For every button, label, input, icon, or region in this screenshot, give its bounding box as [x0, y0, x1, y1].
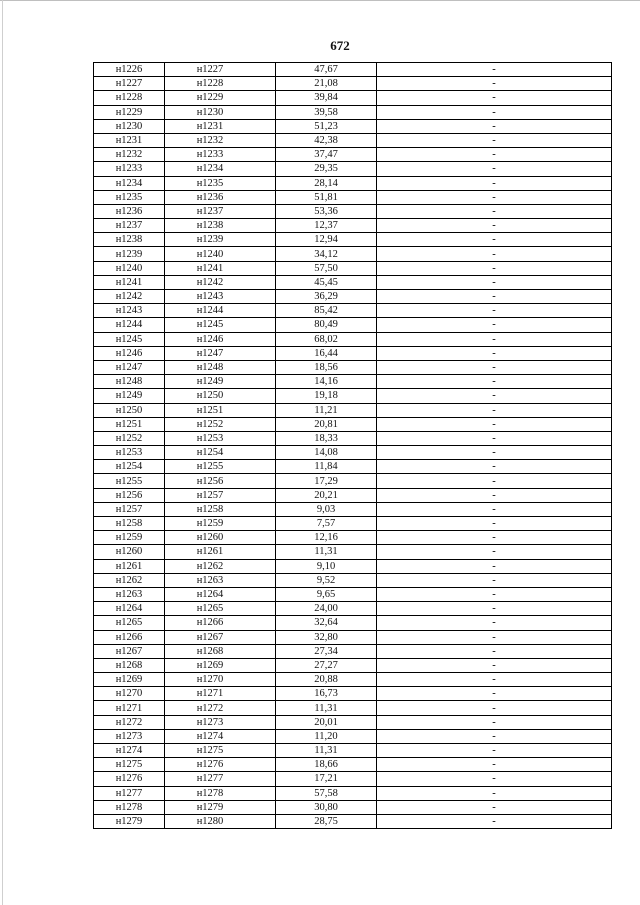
point-to-cell: н1234	[165, 162, 276, 176]
note-cell: -	[377, 758, 612, 772]
table-row	[94, 275, 612, 289]
point-to-cell: н1264	[165, 587, 276, 601]
note-cell: -	[377, 729, 612, 743]
table-row	[94, 744, 612, 758]
note-cell: -	[377, 417, 612, 431]
table-row	[94, 403, 612, 417]
point-to-cell: н1247	[165, 346, 276, 360]
distance-cell: 16,44	[276, 346, 377, 360]
point-to-cell: н1277	[165, 772, 276, 786]
point-from-cell: н1262	[94, 573, 165, 587]
point-to-cell: н1235	[165, 176, 276, 190]
point-from-cell: н1242	[94, 290, 165, 304]
point-to-cell: н1272	[165, 701, 276, 715]
point-from-cell: н1236	[94, 204, 165, 218]
distance-cell: 27,34	[276, 644, 377, 658]
distance-cell: 12,94	[276, 233, 377, 247]
point-from-cell: н1255	[94, 474, 165, 488]
point-from-cell: н1253	[94, 446, 165, 460]
point-from-cell: н1269	[94, 673, 165, 687]
note-cell: -	[377, 573, 612, 587]
table-row	[94, 446, 612, 460]
note-cell: -	[377, 744, 612, 758]
point-from-cell: н1228	[94, 91, 165, 105]
note-cell: -	[377, 162, 612, 176]
point-to-cell: н1278	[165, 786, 276, 800]
point-to-cell: н1250	[165, 389, 276, 403]
table-row	[94, 332, 612, 346]
distance-cell: 27,27	[276, 658, 377, 672]
point-to-cell: н1248	[165, 360, 276, 374]
table-row	[94, 105, 612, 119]
table-row	[94, 219, 612, 233]
note-cell: -	[377, 190, 612, 204]
note-cell: -	[377, 658, 612, 672]
point-from-cell: н1229	[94, 105, 165, 119]
distance-cell: 20,21	[276, 488, 377, 502]
distance-cell: 51,23	[276, 119, 377, 133]
distance-cell: 17,21	[276, 772, 377, 786]
table-row	[94, 772, 612, 786]
point-to-cell: н1229	[165, 91, 276, 105]
page-number: 672	[330, 38, 350, 53]
point-to-cell: н1271	[165, 687, 276, 701]
note-cell: -	[377, 715, 612, 729]
point-from-cell: н1277	[94, 786, 165, 800]
point-from-cell: н1279	[94, 814, 165, 828]
point-to-cell: н1256	[165, 474, 276, 488]
table-row	[94, 261, 612, 275]
distance-cell: 11,84	[276, 460, 377, 474]
distance-cell: 29,35	[276, 162, 377, 176]
table-row	[94, 502, 612, 516]
point-from-cell: н1271	[94, 701, 165, 715]
point-from-cell: н1226	[94, 63, 165, 77]
point-from-cell: н1231	[94, 133, 165, 147]
table-row	[94, 616, 612, 630]
note-cell: -	[377, 119, 612, 133]
note-cell: -	[377, 474, 612, 488]
point-from-cell: н1230	[94, 119, 165, 133]
distance-cell: 57,50	[276, 261, 377, 275]
note-cell: -	[377, 431, 612, 445]
point-to-cell: н1265	[165, 602, 276, 616]
table-row	[94, 346, 612, 360]
point-to-cell: н1275	[165, 744, 276, 758]
table-row	[94, 389, 612, 403]
point-from-cell: н1240	[94, 261, 165, 275]
note-cell: -	[377, 375, 612, 389]
table-row	[94, 559, 612, 573]
point-from-cell: н1233	[94, 162, 165, 176]
distance-cell: 51,81	[276, 190, 377, 204]
point-to-cell: н1261	[165, 545, 276, 559]
note-cell: -	[377, 290, 612, 304]
table-row	[94, 190, 612, 204]
distance-cell: 80,49	[276, 318, 377, 332]
point-to-cell: н1233	[165, 148, 276, 162]
point-from-cell: н1260	[94, 545, 165, 559]
point-to-cell: н1253	[165, 431, 276, 445]
table-row	[94, 517, 612, 531]
distance-cell: 17,29	[276, 474, 377, 488]
table-row	[94, 786, 612, 800]
point-from-cell: н1275	[94, 758, 165, 772]
note-cell: -	[377, 545, 612, 559]
point-to-cell: н1244	[165, 304, 276, 318]
distance-cell: 14,08	[276, 446, 377, 460]
point-to-cell: н1255	[165, 460, 276, 474]
point-from-cell: н1238	[94, 233, 165, 247]
table-row	[94, 673, 612, 687]
point-to-cell: н1230	[165, 105, 276, 119]
note-cell: -	[377, 247, 612, 261]
point-from-cell: н1276	[94, 772, 165, 786]
table-row	[94, 644, 612, 658]
table-row	[94, 417, 612, 431]
note-cell: -	[377, 488, 612, 502]
point-to-cell: н1238	[165, 219, 276, 233]
note-cell: -	[377, 77, 612, 91]
table-row	[94, 602, 612, 616]
point-to-cell: н1274	[165, 729, 276, 743]
point-from-cell: н1244	[94, 318, 165, 332]
table-row	[94, 162, 612, 176]
table-body	[94, 63, 612, 829]
point-to-cell: н1251	[165, 403, 276, 417]
point-to-cell: н1270	[165, 673, 276, 687]
table-row	[94, 91, 612, 105]
point-from-cell: н1261	[94, 559, 165, 573]
distance-cell: 18,56	[276, 360, 377, 374]
note-cell: -	[377, 261, 612, 275]
note-cell: -	[377, 318, 612, 332]
point-from-cell: н1265	[94, 616, 165, 630]
note-cell: -	[377, 602, 612, 616]
note-cell: -	[377, 800, 612, 814]
distance-cell: 20,81	[276, 417, 377, 431]
boundary-points-table	[93, 62, 612, 829]
table-row	[94, 687, 612, 701]
point-to-cell: н1228	[165, 77, 276, 91]
distance-cell: 14,16	[276, 375, 377, 389]
distance-cell: 12,16	[276, 531, 377, 545]
distance-cell: 39,84	[276, 91, 377, 105]
note-cell: -	[377, 630, 612, 644]
note-cell: -	[377, 616, 612, 630]
table-row	[94, 204, 612, 218]
distance-cell: 11,21	[276, 403, 377, 417]
table-row	[94, 360, 612, 374]
table-row	[94, 290, 612, 304]
point-to-cell: н1273	[165, 715, 276, 729]
distance-cell: 57,58	[276, 786, 377, 800]
table-row	[94, 63, 612, 77]
point-to-cell: н1242	[165, 275, 276, 289]
point-from-cell: н1232	[94, 148, 165, 162]
table-row	[94, 729, 612, 743]
table-row	[94, 814, 612, 828]
point-to-cell: н1267	[165, 630, 276, 644]
table-row	[94, 488, 612, 502]
point-to-cell: н1227	[165, 63, 276, 77]
distance-cell: 19,18	[276, 389, 377, 403]
table-row	[94, 715, 612, 729]
point-to-cell: н1263	[165, 573, 276, 587]
note-cell: -	[377, 502, 612, 516]
note-cell: -	[377, 446, 612, 460]
distance-cell: 32,80	[276, 630, 377, 644]
point-from-cell: н1237	[94, 219, 165, 233]
distance-cell: 39,58	[276, 105, 377, 119]
table-row	[94, 77, 612, 91]
distance-cell: 18,33	[276, 431, 377, 445]
page-border-top	[0, 0, 640, 1]
point-from-cell: н1235	[94, 190, 165, 204]
distance-cell: 12,37	[276, 219, 377, 233]
point-from-cell: н1258	[94, 517, 165, 531]
table-row	[94, 133, 612, 147]
distance-cell: 11,31	[276, 545, 377, 559]
table-row	[94, 800, 612, 814]
note-cell: -	[377, 814, 612, 828]
point-from-cell: н1245	[94, 332, 165, 346]
distance-cell: 36,29	[276, 290, 377, 304]
table-row	[94, 176, 612, 190]
distance-cell: 28,75	[276, 814, 377, 828]
note-cell: -	[377, 176, 612, 190]
distance-cell: 68,02	[276, 332, 377, 346]
point-to-cell: н1245	[165, 318, 276, 332]
note-cell: -	[377, 332, 612, 346]
distance-cell: 16,73	[276, 687, 377, 701]
table-row	[94, 758, 612, 772]
note-cell: -	[377, 63, 612, 77]
point-from-cell: н1252	[94, 431, 165, 445]
note-cell: -	[377, 772, 612, 786]
distance-cell: 32,64	[276, 616, 377, 630]
distance-cell: 20,88	[276, 673, 377, 687]
point-from-cell: н1263	[94, 587, 165, 601]
table-row	[94, 531, 612, 545]
note-cell: -	[377, 644, 612, 658]
point-from-cell: н1234	[94, 176, 165, 190]
note-cell: -	[377, 559, 612, 573]
point-from-cell: н1274	[94, 744, 165, 758]
note-cell: -	[377, 403, 612, 417]
distance-cell: 85,42	[276, 304, 377, 318]
distance-cell: 11,31	[276, 744, 377, 758]
distance-cell: 34,12	[276, 247, 377, 261]
distance-cell: 7,57	[276, 517, 377, 531]
point-from-cell: н1272	[94, 715, 165, 729]
point-to-cell: н1231	[165, 119, 276, 133]
distance-cell: 18,66	[276, 758, 377, 772]
table-row	[94, 701, 612, 715]
distance-cell: 30,80	[276, 800, 377, 814]
point-to-cell: н1262	[165, 559, 276, 573]
point-from-cell: н1241	[94, 275, 165, 289]
distance-cell: 47,67	[276, 63, 377, 77]
table-row	[94, 318, 612, 332]
table-row	[94, 630, 612, 644]
point-from-cell: н1246	[94, 346, 165, 360]
distance-cell: 9,03	[276, 502, 377, 516]
note-cell: -	[377, 517, 612, 531]
table-row	[94, 431, 612, 445]
distance-cell: 53,36	[276, 204, 377, 218]
point-to-cell: н1232	[165, 133, 276, 147]
point-from-cell: н1254	[94, 460, 165, 474]
point-from-cell: н1268	[94, 658, 165, 672]
point-from-cell: н1251	[94, 417, 165, 431]
point-to-cell: н1249	[165, 375, 276, 389]
distance-cell: 11,31	[276, 701, 377, 715]
table-row	[94, 247, 612, 261]
distance-cell: 21,08	[276, 77, 377, 91]
note-cell: -	[377, 687, 612, 701]
point-from-cell: н1248	[94, 375, 165, 389]
point-from-cell: н1227	[94, 77, 165, 91]
point-from-cell: н1273	[94, 729, 165, 743]
point-from-cell: н1259	[94, 531, 165, 545]
distance-cell: 42,38	[276, 133, 377, 147]
point-from-cell: н1250	[94, 403, 165, 417]
note-cell: -	[377, 219, 612, 233]
note-cell: -	[377, 148, 612, 162]
point-to-cell: н1266	[165, 616, 276, 630]
point-to-cell: н1259	[165, 517, 276, 531]
distance-cell: 28,14	[276, 176, 377, 190]
note-cell: -	[377, 360, 612, 374]
distance-cell: 20,01	[276, 715, 377, 729]
point-to-cell: н1260	[165, 531, 276, 545]
point-to-cell: н1246	[165, 332, 276, 346]
table-row	[94, 375, 612, 389]
note-cell: -	[377, 587, 612, 601]
point-from-cell: н1278	[94, 800, 165, 814]
point-to-cell: н1236	[165, 190, 276, 204]
point-to-cell: н1252	[165, 417, 276, 431]
distance-cell: 9,10	[276, 559, 377, 573]
distance-cell: 24,00	[276, 602, 377, 616]
point-to-cell: н1240	[165, 247, 276, 261]
table-row	[94, 148, 612, 162]
distance-cell: 11,20	[276, 729, 377, 743]
note-cell: -	[377, 460, 612, 474]
note-cell: -	[377, 275, 612, 289]
note-cell: -	[377, 786, 612, 800]
point-to-cell: н1280	[165, 814, 276, 828]
table-row	[94, 545, 612, 559]
point-to-cell: н1239	[165, 233, 276, 247]
point-from-cell: н1257	[94, 502, 165, 516]
table-row	[94, 658, 612, 672]
point-to-cell: н1254	[165, 446, 276, 460]
table-row	[94, 587, 612, 601]
point-to-cell: н1241	[165, 261, 276, 275]
note-cell: -	[377, 133, 612, 147]
note-cell: -	[377, 304, 612, 318]
note-cell: -	[377, 105, 612, 119]
table-row	[94, 460, 612, 474]
table-row	[94, 304, 612, 318]
note-cell: -	[377, 346, 612, 360]
point-to-cell: н1268	[165, 644, 276, 658]
point-from-cell: н1264	[94, 602, 165, 616]
note-cell: -	[377, 91, 612, 105]
point-from-cell: н1267	[94, 644, 165, 658]
note-cell: -	[377, 531, 612, 545]
note-cell: -	[377, 701, 612, 715]
point-from-cell: н1243	[94, 304, 165, 318]
point-to-cell: н1257	[165, 488, 276, 502]
distance-cell: 9,65	[276, 587, 377, 601]
point-from-cell: н1249	[94, 389, 165, 403]
note-cell: -	[377, 389, 612, 403]
point-to-cell: н1276	[165, 758, 276, 772]
table-row	[94, 119, 612, 133]
note-cell: -	[377, 233, 612, 247]
point-from-cell: н1270	[94, 687, 165, 701]
table-row	[94, 474, 612, 488]
page-border-left	[2, 0, 3, 905]
point-from-cell: н1239	[94, 247, 165, 261]
note-cell: -	[377, 673, 612, 687]
point-from-cell: н1256	[94, 488, 165, 502]
point-to-cell: н1243	[165, 290, 276, 304]
point-from-cell: н1247	[94, 360, 165, 374]
point-to-cell: н1279	[165, 800, 276, 814]
distance-cell: 37,47	[276, 148, 377, 162]
distance-cell: 9,52	[276, 573, 377, 587]
table-row	[94, 573, 612, 587]
point-to-cell: н1269	[165, 658, 276, 672]
table-row	[94, 233, 612, 247]
point-to-cell: н1237	[165, 204, 276, 218]
distance-cell: 45,45	[276, 275, 377, 289]
point-from-cell: н1266	[94, 630, 165, 644]
point-to-cell: н1258	[165, 502, 276, 516]
note-cell: -	[377, 204, 612, 218]
